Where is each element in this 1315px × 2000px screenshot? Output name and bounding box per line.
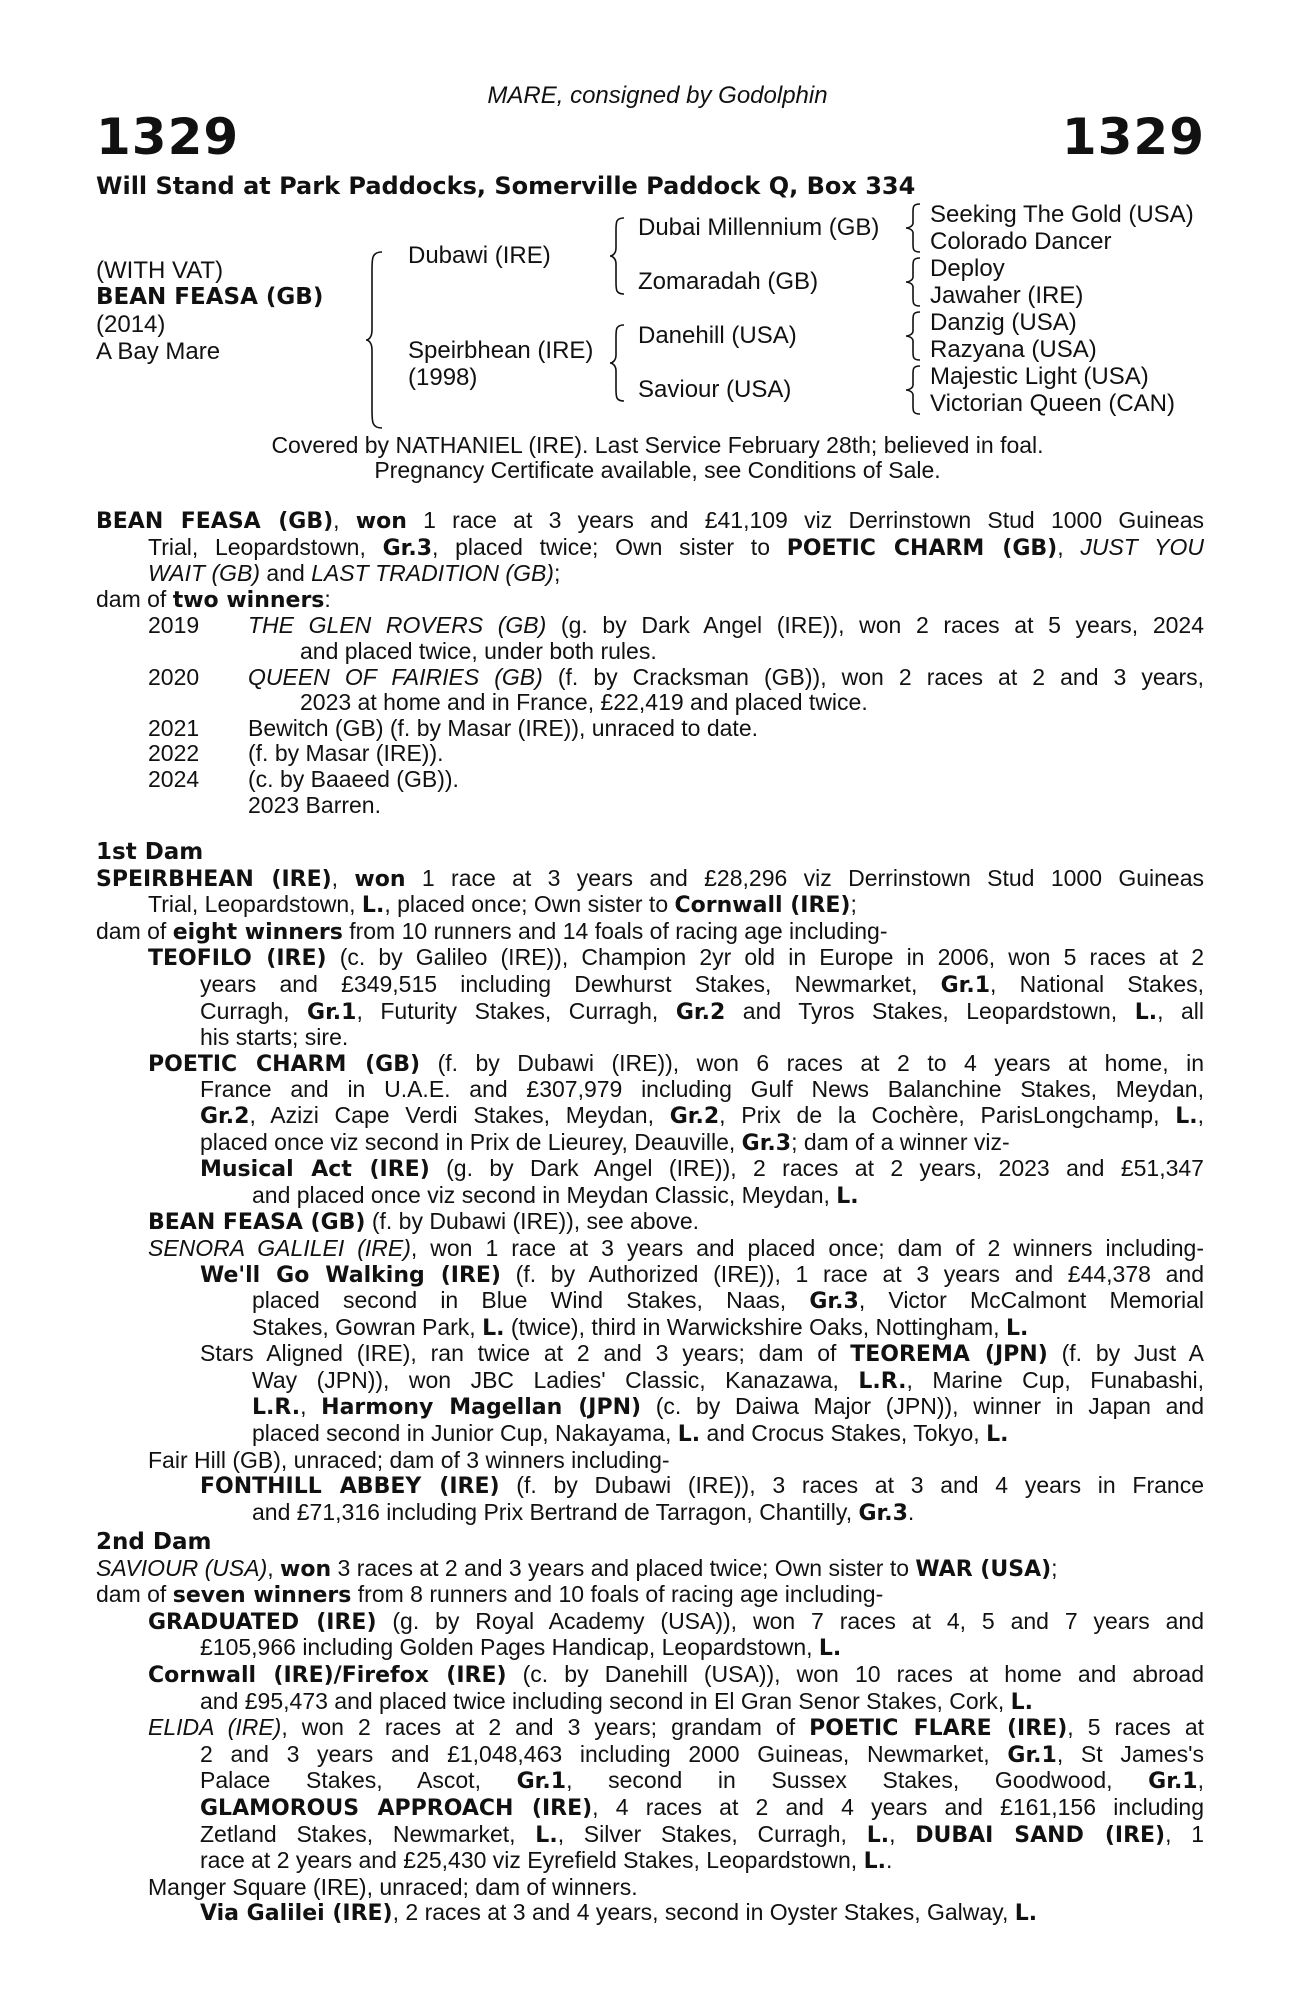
text-line: and £95,473 and placed twice including second in El Gran Senor Stakes, Cork, L. — [200, 1687, 1033, 1715]
text-line: Zetland Stakes, Newmarket, L., Silver Stakes, Curragh, L., DUBAI SAND (IRE), 1 — [200, 1820, 1205, 1848]
stand-location: Will Stand at Park Paddocks, Somerville Paddock Q, Box 334 — [96, 172, 916, 200]
text-line: Palace Stakes, Ascot, Gr.1, second in Sussex Stakes, Goodwood, Gr.1, — [200, 1767, 1204, 1795]
text-line: Via Galilei (IRE), 2 races at 3 and 4 years, second in Oyster Stakes, Galway, L. — [200, 1899, 1038, 1927]
text-line: SAVIOUR (USA), won 3 races at 2 and 3 years and placed twice; Own sister to WAR (USA); — [96, 1554, 1058, 1582]
dam-year: (1998) — [408, 364, 478, 391]
horse-name: BEAN FEASA (GB) — [96, 284, 324, 310]
produce-row-2024: 2024 (c. by Baaeed (GB)). — [148, 765, 459, 792]
section-heading-first-dam: 1st Dam — [96, 839, 204, 865]
text-line: GLAMOROUS APPROACH (IRE), 4 races at 2 and 4 years and £161,156 including — [200, 1793, 1204, 1821]
gen3-3: Deploy — [930, 255, 1005, 282]
text-line: Stars Aligned (IRE), ran twice at 2 and 3 years; dam of TEOREMA (JPN) (f. by Just A — [200, 1340, 1204, 1368]
brace-g3-2 — [904, 256, 926, 308]
first-dam-section — [96, 840, 1204, 1526]
lot-number-right: 1329 — [1061, 108, 1205, 166]
text-line: £105,966 including Golden Pages Handicap, Leopardstown, L. — [200, 1634, 842, 1662]
text-line: 2 and 3 years and £1,048,463 including 2000 Guineas, Newmarket, Gr.1, St James's — [200, 1740, 1204, 1768]
text-line: years and £349,515 including Dewhurst Stakes, Newmarket, Gr.1, National Stakes, — [200, 970, 1204, 998]
text-line: Stakes, Gowran Park, L. (twice), third in Warwickshire Oaks, Nottingham, L. — [252, 1313, 1029, 1341]
brace-g3-1 — [904, 202, 926, 254]
brace-g3-3 — [904, 310, 926, 362]
brace-gen1 — [364, 250, 388, 430]
text-line: and placed once viz second in Meydan Classic, Meydan, L. — [252, 1181, 859, 1209]
dam-name: Speirbhean (IRE) — [408, 337, 594, 364]
text-line: and placed twice, under both rules. — [300, 637, 657, 664]
text-line: placed second in Junior Cup, Nakayama, L. and Crocus Stakes, Tokyo, L. — [252, 1420, 1009, 1448]
consignor-subtitle: MARE, consigned by Godolphin — [487, 82, 828, 109]
text-line: placed once viz second in Prix de Lieurey, Deauville, Gr.3; dam of a winner viz- — [200, 1128, 1010, 1156]
gen3-7: Majestic Light (USA) — [930, 363, 1149, 390]
brace-g3-4 — [904, 364, 926, 416]
vat-note: (WITH VAT) — [96, 257, 224, 284]
gen3-2: Colorado Dancer — [930, 228, 1112, 255]
text-line: BEAN FEASA (GB), won 1 race at 3 years and £41,109 viz Derrinstown Stud 1000 Guineas — [96, 507, 1205, 534]
produce-record — [96, 508, 1204, 818]
text-line: and £71,316 including Prix Bertrand de Tarragon, Chantilly, Gr.3. — [252, 1498, 915, 1526]
brace-sire — [608, 216, 630, 296]
text-line: Musical Act (IRE) (g. by Dark Angel (IRE)), 2 races at 2 years, 2023 and £51,347 — [200, 1155, 1204, 1183]
text-line: L.R., Harmony Magellan (JPN) (c. by Daiwa Major (JPN)), winner in Japan and — [252, 1393, 1205, 1421]
text-line: GRADUATED (IRE) (g. by Royal Academy (USA)), won 7 races at 4, 5 and 7 years and — [148, 1607, 1204, 1635]
produce-row-2019: 2019 THE GLEN ROVERS (GB) (g. by Dark Angel (IRE)), won 2 races at 5 years, 2024 — [148, 612, 1205, 639]
gen3-1: Seeking The Gold (USA) — [930, 201, 1194, 228]
gen2-dam-dam: Saviour (USA) — [638, 376, 792, 403]
text-line: dam of eight winners from 10 runners and 14 foals of racing age including- — [96, 917, 888, 945]
text-line: Manger Square (IRE), unraced; dam of winners. — [148, 1873, 638, 1900]
produce-row-barren: 2023 Barren. — [248, 791, 381, 818]
text-line: Way (JPN)), won JBC Ladies' Classic, Kanazawa, L.R., Marine Cup, Funabashi, — [252, 1366, 1204, 1394]
gen2-sire-dam: Zomaradah (GB) — [638, 268, 819, 295]
produce-row-2021: 2021 Bewitch (GB) (f. by Masar (IRE)), unraced to date. — [148, 714, 758, 741]
sire-name: Dubawi (IRE) — [408, 242, 551, 269]
text-line: We'll Go Walking (IRE) (f. by Authorized (IRE)), 1 race at 3 years and £44,378 and — [200, 1260, 1204, 1288]
brace-dam — [608, 323, 630, 403]
text-line: his starts; sire. — [200, 1024, 349, 1051]
text-line: POETIC CHARM (GB) (f. by Dubawi (IRE)), won 6 races at 2 to 4 years at home, in — [148, 1049, 1204, 1077]
horse-year: (2014) — [96, 311, 166, 338]
section-heading-second-dam: 2nd Dam — [96, 1529, 212, 1555]
gen2-sire-sire: Dubai Millennium (GB) — [638, 214, 880, 241]
text-line: 2023 at home and in France, £22,419 and placed twice. — [300, 689, 868, 716]
gen2-dam-sire: Danehill (USA) — [638, 322, 797, 349]
text-line: Trial, Leopardstown, L., placed once; Own sister to Cornwall (IRE); — [148, 891, 857, 919]
gen3-5: Danzig (USA) — [930, 309, 1077, 336]
text-line: Trial, Leopardstown, Gr.3, placed twice; Own sister to POETIC CHARM (GB), JUST YOU — [148, 533, 1204, 561]
text-line: SPEIRBHEAN (IRE), won 1 race at 3 years and £28,296 viz Derrinstown Stud 1000 Guineas — [96, 864, 1205, 892]
text-line: SENORA GALILEI (IRE), won 1 race at 3 years and placed once; dam of 2 winners including- — [148, 1234, 1205, 1261]
text-line: dam of two winners: — [96, 585, 331, 613]
text-line: Cornwall (IRE)/Firefox (IRE) (c. by Danehill (USA)), won 10 races at home and abroad — [148, 1660, 1204, 1688]
text-line: BEAN FEASA (GB) (f. by Dubawi (IRE)), see above. — [148, 1208, 700, 1236]
text-line: France and in U.A.E. and £307,979 including Gulf News Balanchine Stakes, Meydan, — [200, 1076, 1204, 1103]
text-line: Curragh, Gr.1, Futurity Stakes, Curragh, Gr.2 and Tyros Stakes, Leopardstown, L., all — [200, 997, 1205, 1025]
pregnancy-note: Pregnancy Certificate available, see Conditions of Sale. — [374, 457, 941, 483]
second-dam-section — [96, 1530, 1204, 1927]
gen3-8: Victorian Queen (CAN) — [930, 390, 1175, 417]
text-line: TEOFILO (IRE) (c. by Galileo (IRE)), Champion 2yr old in Europe in 2006, won 5 races at 2 — [148, 944, 1205, 972]
text-line: placed second in Blue Wind Stakes, Naas, Gr.3, Victor McCalmont Memorial — [252, 1287, 1205, 1315]
text-line: ELIDA (IRE), won 2 races at 2 and 3 years; grandam of POETIC FLARE (IRE), 5 races at — [148, 1714, 1204, 1742]
gen3-4: Jawaher (IRE) — [930, 282, 1084, 309]
text-line: FONTHILL ABBEY (IRE) (f. by Dubawi (IRE)), 3 races at 3 and 4 years in France — [200, 1472, 1204, 1500]
text-line: Fair Hill (GB), unraced; dam of 3 winners including- — [148, 1446, 670, 1473]
text-line: dam of seven winners from 8 runners and 10 foals of racing age including- — [96, 1581, 884, 1609]
produce-row-2022: 2022 (f. by Masar (IRE)). — [148, 740, 444, 767]
horse-description: A Bay Mare — [96, 338, 221, 365]
text-line: Gr.2, Azizi Cape Verdi Stakes, Meydan, Gr.2, Prix de la Cochère, ParisLongchamp, L., — [200, 1101, 1204, 1129]
text-line: WAIT (GB) and LAST TRADITION (GB); — [148, 560, 561, 587]
gen3-6: Razyana (USA) — [930, 336, 1097, 363]
produce-row-2020: 2020 QUEEN OF FAIRIES (GB) (f. by Cracksman (GB)), won 2 races at 2 and 3 years, — [148, 663, 1205, 690]
lot-number-left: 1329 — [96, 108, 240, 166]
text-line: race at 2 years and £25,430 viz Eyrefield Stakes, Leopardstown, L.. — [200, 1847, 893, 1875]
covered-note: Covered by NATHANIEL (IRE). Last Service February 28th; believed in foal. — [271, 432, 1044, 458]
